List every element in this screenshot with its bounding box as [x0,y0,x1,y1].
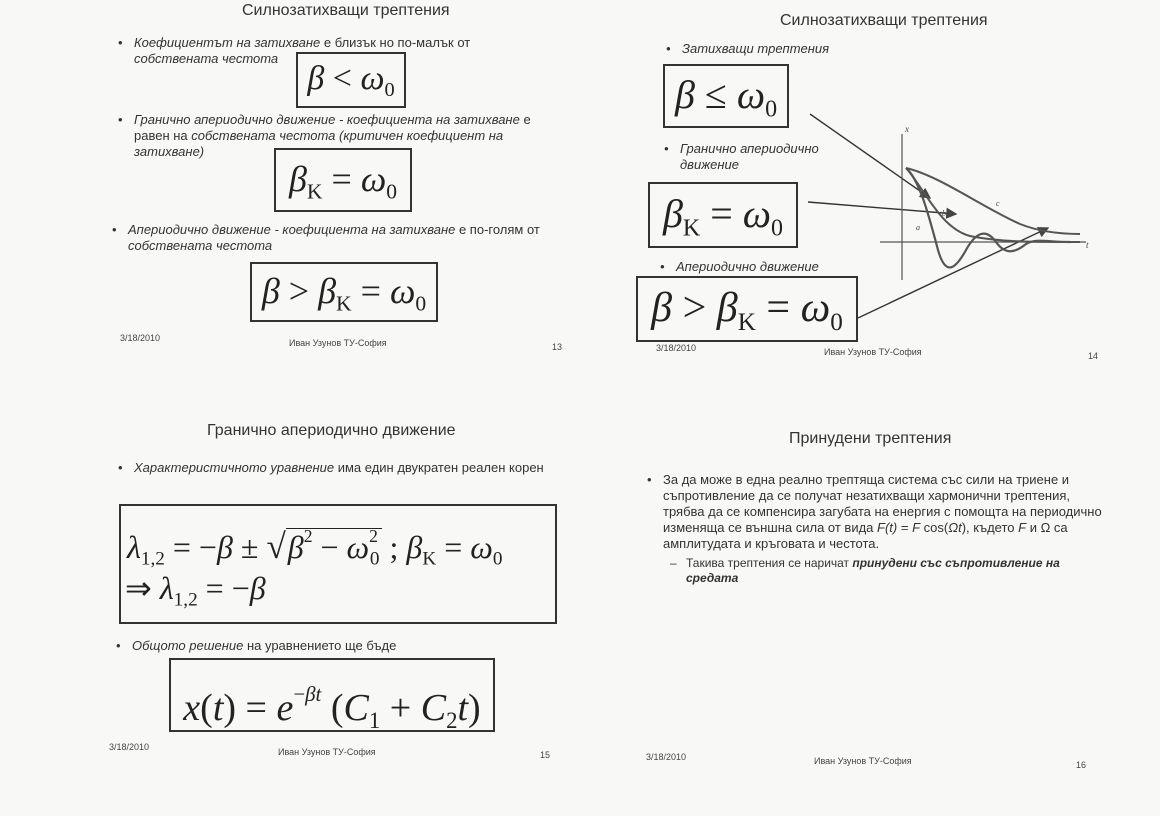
formula-beta-gt-betaK-eq-omega0-2: $\beta > \beta_K = \omega_0$ [636,276,858,342]
text: = [897,520,913,535]
slide-14-title: Силнозатихващи трептения [780,12,988,29]
term-omega-t: Ωt [948,520,962,535]
arrow-1 [810,114,930,198]
text: е близък но по-малък от [320,35,471,50]
slide-14-date: 3/18/2010 [656,343,697,353]
slide-14-page-number: 14 [1088,351,1099,361]
slide-16-bullet-1 [663,472,1105,552]
slide-13-title: Силнозатихващи трептения [242,2,450,19]
curve-a-label: a [916,223,920,232]
slide-15-title: Гранично апериодично движение [207,422,456,439]
slide-15-bullet-1 [134,460,554,476]
curve-a [906,168,1070,267]
curve-c [906,168,1080,234]
formula-roots-result: ⇒ $\lambda_{1,2} = -\beta$ [125,570,266,611]
text: е равен на [134,112,531,143]
term-F: F [912,520,921,535]
term-general-solution: Общото решение [132,638,244,653]
slide-16-date: 3/18/2010 [646,752,687,762]
text: има един двукратен реален корен [334,460,544,475]
slide-13-bullet-3 [128,222,568,254]
formula-betaK-eq-omega0-2: $\beta_K = \omega_0$ [648,182,798,248]
term-F: F [1018,520,1027,535]
term-natural-freq: собствената честота [128,238,273,253]
axis-t-label: t [1086,240,1089,250]
damping-graph [780,110,1100,350]
curve-b-label: b [942,209,946,218]
formula-beta-lt-omega0: $\beta < \omega_0$ [296,52,406,108]
formula-roots: $\lambda_{1,2} = -\beta \pm √\beta^2 - \omega^2_0$ ; $\beta_K = \omega_0$ [127,526,503,570]
formula-box-roots [119,504,557,624]
curve-c-label: c [996,199,1000,208]
slide-16-page-number: 16 [1076,760,1087,770]
slide-13-page-number: 13 [552,342,563,352]
text: на уравнението ще бъде [243,638,397,653]
slide-16-sub-bullet [686,556,1096,586]
text: Такива трептения се наричат [686,556,853,570]
formula-betaK-eq-omega0: $\beta_K = \omega_0$ [274,148,412,212]
slide-13-date: 3/18/2010 [120,333,161,343]
slide-15-date: 3/18/2010 [109,742,150,752]
term-ft: F(t) [877,520,898,535]
slide-14-bullet-1: • Затихващи трептения [682,41,932,57]
slide-16-author: Иван Узунов ТУ-София [814,756,912,766]
slide-15-author: Иван Узунов ТУ-София [278,747,376,757]
text: където [969,520,1019,535]
text: За да може в една реално трептяща система със сили на триене и съпротивление да се получат незатихващи хармонични трептения, трябва да се компенсира загубата на енергия с помощта на периодично изменяща се външна сила от вида [663,472,1102,535]
axis-x-label: x [905,124,909,134]
slide-15-bullet-2 [132,638,552,654]
term-characteristic-eq: Характеристичното уравнение [134,460,335,475]
term-natural-freq: собствената честота [134,51,279,66]
term-natural-freq: собствената честота [191,128,336,143]
term-aperiodic: Апериодично движение - коефициента на затихване [128,222,456,237]
formula-beta-gt-betaK-eq-omega0: $\beta > \beta_K = \omega_0$ [250,262,438,322]
text: ), [961,520,970,535]
formula-beta-le-omega0: $\beta \le \omega_0$ [663,64,789,128]
term-critical-motion: Гранично апериодично движение - коефициента на затихване [134,112,520,127]
slide-16-title: Принудени трептения [789,430,952,447]
text: и Ω са амплитудата и кръговата и честота. [663,520,1068,551]
slide-14-bullet-3: • Апериодично движение [676,259,876,275]
term-damping-coef: Коефициентът на затихване [134,35,321,50]
slide-13-author: Иван Узунов ТУ-София [289,338,387,348]
text: cos( [920,520,949,535]
term-critical-coef: (критичен коефициент на затихване) [134,128,504,159]
term-forced-damped: принудени със съпротивление на средата [686,556,1060,585]
formula-general-solution: $x(t) = e^{-\beta t}$ $(C_1 + C_2t)$ [169,658,495,732]
slide-14-bullet-2: • Гранично апериодично движение [680,141,850,173]
slide-15-page-number: 15 [540,750,551,760]
text: е по-голям от [455,222,540,237]
slide-14-author: Иван Узунов ТУ-София [824,347,922,357]
